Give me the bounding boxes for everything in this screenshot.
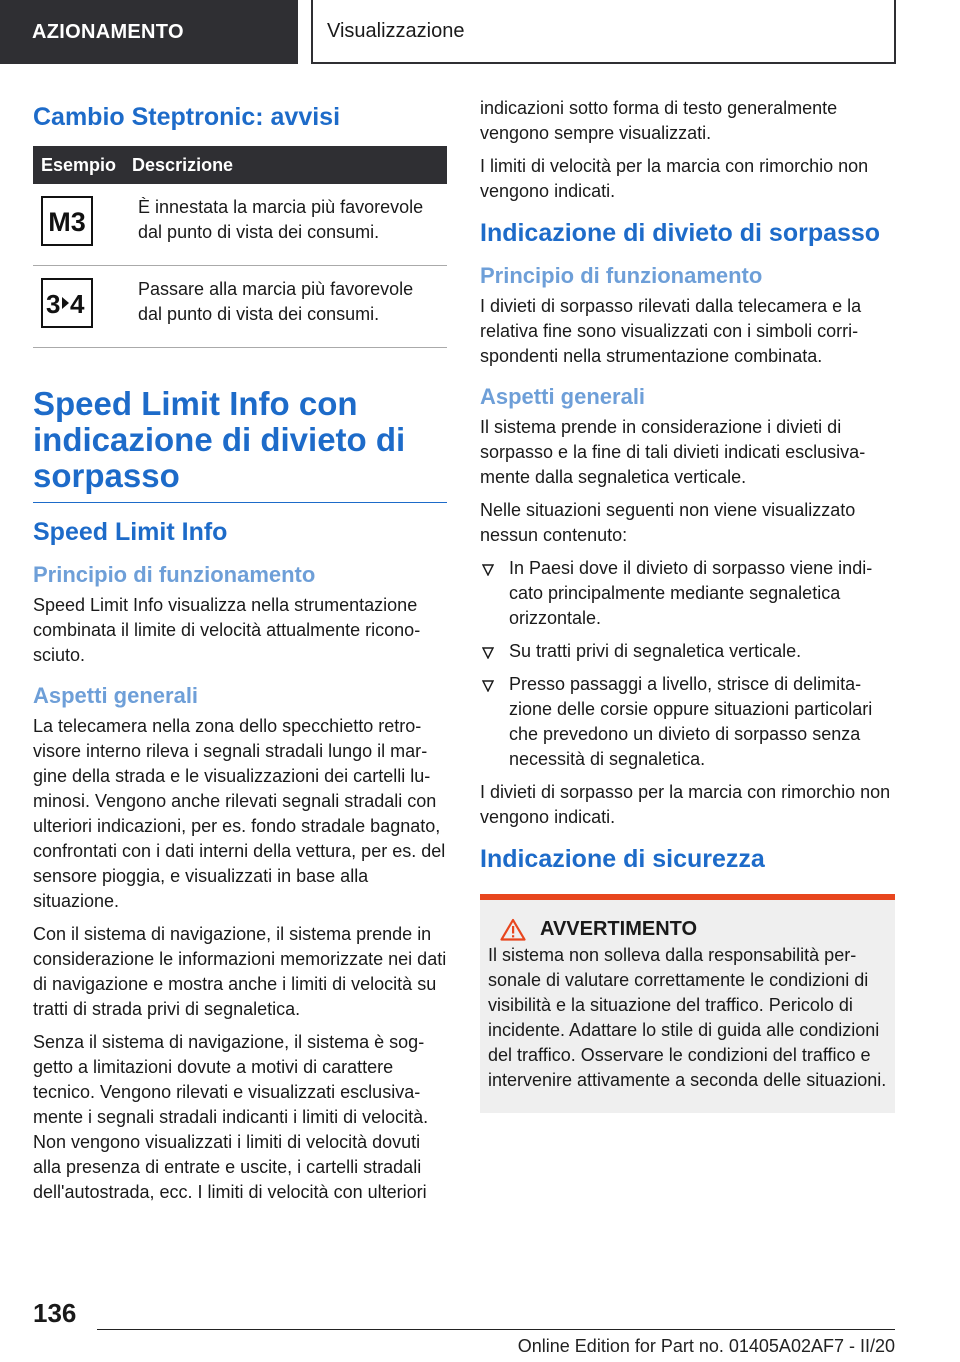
gear-from-label: 3: [46, 289, 61, 318]
warning-box: [480, 900, 895, 1113]
general-heading: Aspetti generali: [480, 384, 646, 409]
steptronic-heading: Cambio Steptronic: avvisi: [33, 103, 341, 131]
principle-text: Speed Limit Info visualizza nella strumentazione combinata il limite di velocità attualmente riconosciuto.: [33, 595, 421, 665]
list-item: [480, 556, 895, 631]
list-item: [480, 639, 895, 664]
situations-list: [480, 556, 895, 772]
topic-title: Visualizzazione: [327, 19, 465, 42]
gear-m3-icon: [41, 196, 93, 246]
table-header-description: Descrizione: [124, 146, 447, 184]
gear-to-label: 4: [70, 289, 85, 318]
triangle-bullet-icon: [482, 680, 494, 692]
general-paragraph: Il sistema prende in considerazione i divieti di sorpasso e la fine di tali divieti indicati esclusivamente dalla segnaletica verticale.: [480, 417, 866, 487]
edition-footer: Online Edition for Part no. 01405A02AF7 - II/20: [517, 1336, 895, 1356]
trailer-speed-paragraph: I limiti di velocità per la marcia con rimorchio non vengono indicati.: [480, 156, 869, 201]
table-row: [33, 266, 447, 348]
footer-rule: [97, 1329, 895, 1330]
general-heading: Aspetti generali: [33, 683, 199, 708]
general-paragraph: Senza il sistema di navigazione, il sistema è soggetto a limitazioni dovute a motivi di carattere tecnico. Vengono rilevati e visualizzati esclusivamente i segnali stradali indicanti i limiti di velocità. Non vengono visualizzati i limiti di velocità dovuti alla presenza di entrate e uscite, i cartelli stradali dell'autostrada, ecc. I limiti di velocità con ulteriori: [33, 1032, 429, 1202]
section-tab: [0, 0, 298, 64]
shift-up-arrow-icon: [62, 297, 69, 309]
right-column: [480, 96, 895, 1113]
gear-m3-label: M3: [48, 207, 86, 236]
chapter-heading: Speed Limit Info con indicazione di divieto di sorpasso: [33, 386, 447, 503]
gear-notice-table: [33, 146, 447, 348]
general-paragraph: Nelle situazioni seguenti non viene visualizzato nessun contenuto:: [480, 500, 856, 545]
continued-paragraph: indicazioni sotto forma di testo generalmente vengono sempre visualizzati.: [480, 98, 838, 143]
sli-heading: Speed Limit Info: [33, 518, 228, 546]
section-title: AZIONAMENTO: [32, 20, 184, 43]
principle-heading: Principio di funzionamento: [33, 562, 316, 587]
table-cell-description: È innestata la marcia più favorevole dal punto di vista dei consumi.: [124, 184, 447, 266]
list-item: [480, 672, 895, 772]
no-overtake-heading: Indicazione di divieto di sorpasso: [480, 219, 881, 247]
list-item-text: Presso passaggi a livello, strisce di delimitazione delle corsie oppure situazioni particolari che prevedono un divieto di sorpasso senza necessità di segnaletica.: [509, 674, 873, 769]
table-header-example: Esempio: [33, 146, 124, 184]
general-paragraph: Con il sistema di navigazione, il sistema prende in considerazione le informazioni memorizzate nei dati di navigazione e mostra anche i limiti di velocità su tratti di strada privi di segnaletica.: [33, 924, 447, 1019]
gear-shift-3-to-4-icon: [41, 278, 93, 328]
triangle-bullet-icon: [482, 647, 494, 659]
list-item-text: In Paesi dove il divieto di sorpasso viene indicato principalmente mediante segnaletica orizzontale.: [509, 558, 873, 628]
warning-title: AVVERTIMENTO: [540, 918, 698, 940]
warning-title-row: [488, 918, 887, 941]
general-paragraph: La telecamera nella zona dello specchietto retrovisore interno rileva i segnali stradali lungo il margine della strada e le visualizzazioni dei cartelli luminosi. Vengono anche rilevati segnali stradali con ulteriori indicazioni, per es. fondo stradale bagnato, confrontati con i dati interni della vettura, per es. del sensore pioggia, e visualizzati in base alla situazione.: [33, 716, 446, 911]
warning-text: Il sistema non solleva dalla responsabilità personale di valutare correttamente le condizioni di visibilità e la situazione del traffico. Pericolo di incidente. Adattare lo stile di guida alle condizioni del traffico. Osservare le condizioni del traffico e intervenire attivamente a seconda delle situazioni.: [488, 945, 887, 1090]
table-row: [33, 184, 447, 266]
safety-heading: Indicazione di sicurezza: [480, 845, 765, 873]
principle-text: I divieti di sorpasso rilevati dalla telecamera e la relativa fine sono visualizzati con i simboli corrispondenti nella strumentazione combinata.: [480, 296, 862, 366]
list-item-text: Su tratti privi di segnaletica verticale.: [509, 641, 802, 661]
trailer-overtake-paragraph: I divieti di sorpasso per la marcia con rimorchio non vengono indicati.: [480, 782, 891, 827]
table-cell-description: Passare alla marcia più favorevole dal punto di vista dei consumi.: [124, 266, 447, 348]
principle-heading: Principio di funzionamento: [480, 263, 763, 288]
warning-triangle-icon: [500, 918, 526, 941]
topic-tab: [311, 0, 896, 64]
page-number: 136: [33, 1298, 77, 1328]
triangle-bullet-icon: [482, 564, 494, 576]
left-column: [33, 96, 447, 1213]
